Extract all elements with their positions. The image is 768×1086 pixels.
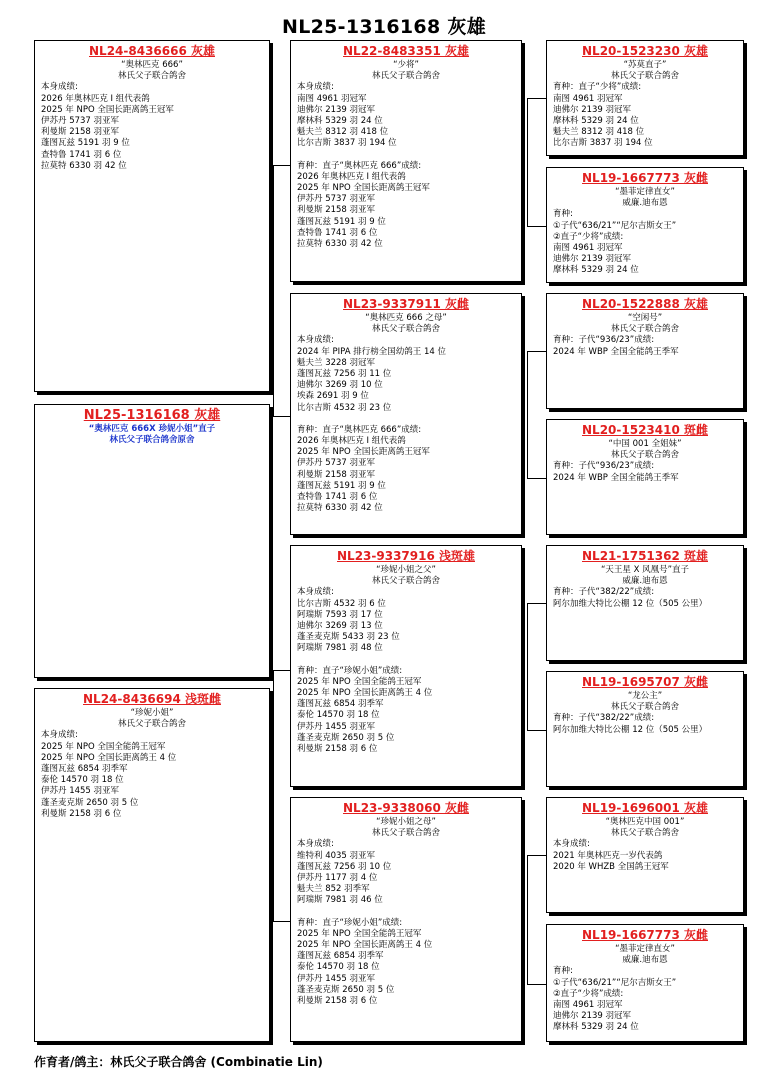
pigeon-name: “珍妮小姐之父”	[376, 565, 436, 575]
result-line: 2025 年 NPO 全国长距离鸽王冠军	[297, 183, 430, 194]
pigeon-name: “奥林匹克 666”	[121, 60, 183, 70]
result-line: 伊苏丹 5737 羽亚军	[41, 116, 120, 127]
result-line: 摩林科 5329 羽 24 位	[553, 265, 639, 276]
owner-name: 林氏父子联合鸽舍	[610, 702, 679, 713]
card-sire-sire-dam	[546, 167, 744, 283]
result-line: 2024 年 WBP 全国全能鸽王季军	[553, 346, 679, 357]
result-line: 迪佛尔 2139 羽冠军	[297, 104, 376, 115]
result-line: 迪佛尔 2139 羽冠军	[553, 254, 632, 265]
pigeon-name: “空闲号”	[627, 313, 663, 323]
result-line: 蓬图瓦兹 6854 羽季军	[41, 764, 128, 775]
card-sire-dam-dam	[546, 419, 744, 535]
card-sire-dam	[290, 293, 522, 535]
result-line: 摩林科 5329 羽 24 位	[553, 1022, 639, 1033]
result-line: 2025 年 NPO 全国全能鸽王冠军	[297, 676, 422, 687]
card-dam	[34, 688, 270, 1042]
owner-name: 林氏父子联合鸽舍	[371, 324, 440, 335]
pigeon-name: “珍妮小姐”	[130, 708, 174, 718]
ring-number: NL23-9337911 灰雌	[343, 297, 469, 311]
result-line: 维特利 4035 羽亚军	[297, 850, 376, 861]
ring-number: NL22-8483351 灰雄	[343, 44, 469, 58]
result-line: 本身成绩:	[297, 335, 334, 346]
card-sire-sire-sire	[546, 40, 744, 156]
result-line: 南图 4961 羽冠军	[553, 243, 623, 254]
result-line: 迪佛尔 3269 羽 10 位	[297, 380, 383, 391]
result-line: 蓬圣麦克斯 2650 羽 5 位	[297, 732, 395, 743]
result-line: 2024 年 PIPA 排行榜全国幼鸽王 14 位	[297, 346, 446, 357]
result-line: 2021 年奥林匹克一岁代表鸽	[553, 850, 663, 861]
result-line: 摩林科 5329 羽 24 位	[553, 116, 639, 127]
connector-sire	[273, 165, 291, 417]
result-line: 蓬图瓦兹 7256 羽 10 位	[297, 861, 392, 872]
result-line: 魁夫兰 852 羽季军	[297, 884, 370, 895]
result-line: 2025 年 NPO 全国长距离鸽王 4 位	[297, 688, 433, 699]
pigeon-name: “墨菲定律直女”	[615, 944, 675, 954]
result-line: 2025 年 NPO 全国长距离鸽王 4 位	[41, 752, 177, 763]
pigeon-name: “龙公主”	[627, 691, 663, 701]
card-dam-sire	[290, 545, 522, 787]
result-line: 比尔吉斯 4532 羽 6 位	[297, 598, 386, 609]
ring-number: NL20-1523410 斑雌	[582, 423, 708, 437]
result-line: 阿瑞斯 7981 羽 46 位	[297, 895, 383, 906]
breeder-footer: 作育者/鸽主：林氏父子联合鸽舍 (Combinatie Lin)	[34, 1055, 323, 1069]
ring-number: NL19-1695707 灰雌	[582, 675, 708, 689]
result-line: 比尔吉斯 3837 羽 194 位	[297, 138, 397, 149]
result-line: 迪佛尔 3269 羽 13 位	[297, 621, 383, 632]
result-line: 2026 年奥林匹克 I 组代表鸽	[41, 93, 150, 104]
result-line: 利曼斯 2158 羽 6 位	[41, 808, 122, 819]
ring-number: NL23-9338060 灰雌	[343, 801, 469, 815]
pigeon-name: “天王星 X 风凰号”直子	[600, 565, 690, 575]
result-line: 魁夫兰 8312 羽 418 位	[553, 127, 645, 138]
result-line: 2026 年奥林匹克 I 组代表鸽	[297, 436, 406, 447]
result-line: 伊苏丹 1455 羽亚军	[297, 721, 376, 732]
result-line: ②直子“少将”成绩:	[553, 231, 624, 242]
result-line: 利曼斯 2158 羽亚军	[297, 205, 376, 216]
ring-number: NL19-1667773 灰雌	[582, 171, 708, 185]
result-line: 拉莫特 6330 羽 42 位	[41, 160, 127, 171]
connector-dd	[527, 855, 547, 985]
result-line: 2024 年 WBP 全国全能鸽王季军	[553, 472, 679, 483]
result-line: 泰伦 14570 羽 18 位	[297, 962, 380, 973]
result-line: 蓬图瓦兹 6854 羽季军	[297, 699, 384, 710]
owner-name: 林氏父子联合鸽舍	[610, 324, 679, 335]
result-line: 2025 年 NPO 全国全能鸽王冠军	[297, 928, 422, 939]
ring-number: NL19-1696001 灰雄	[582, 801, 708, 815]
card-sire-sire	[290, 40, 522, 282]
pigeon-name: “少将”	[393, 60, 419, 70]
result-line: 2025 年 NPO 全国长距离鸽王冠军	[41, 104, 174, 115]
ring-number: NL20-1522888 灰雄	[582, 297, 708, 311]
card-subject	[34, 404, 270, 678]
result-line: 2025 年 NPO 全国长距离鸽王冠军	[297, 447, 430, 458]
result-line: 育种：子代“382/22”成绩:	[553, 587, 655, 598]
result-line: 拉莫特 6330 羽 42 位	[297, 239, 383, 250]
result-line: 泰伦 14570 羽 18 位	[41, 775, 124, 786]
result-line: 育种：直子“奥林匹克 666”成绩:	[297, 160, 422, 171]
result-line: 查特鲁 1741 羽 6 位	[297, 227, 378, 238]
result-line: 育种：直子“珍妮小姐”成绩:	[297, 665, 403, 676]
result-line: 南图 4961 羽冠军	[297, 93, 367, 104]
result-line: 2025 年 NPO 全国全能鸽王冠军	[41, 741, 166, 752]
result-line: 育种:	[553, 209, 573, 220]
result-line: 伊苏丹 1455 羽亚军	[297, 973, 376, 984]
result-line: 利曼斯 2158 羽 6 位	[297, 744, 378, 755]
connector-sd	[527, 351, 547, 479]
result-line: 查特鲁 1741 羽 6 位	[41, 149, 122, 160]
spacer	[297, 150, 515, 161]
owner-name: 林氏父子联合鸽舍	[117, 71, 186, 82]
result-line: 育种:	[553, 966, 573, 977]
result-line: 摩林科 5329 羽 24 位	[297, 116, 383, 127]
result-line: 阿尔加维大特比公棚 12 位（505 公里）	[553, 598, 708, 609]
card-sire-dam-sire	[546, 293, 744, 409]
ring-number: NL24-8436666 灰雄	[89, 44, 215, 58]
ring-number: NL24-8436694 浅斑雌	[83, 692, 221, 706]
spacer	[297, 414, 515, 425]
owner-name: 威廉.迪布恩	[622, 955, 668, 966]
result-line: 蓬图瓦兹 6854 羽季军	[297, 951, 384, 962]
result-line: 魁夫兰 8312 羽 418 位	[297, 127, 389, 138]
pigeon-name: “奥林匹克 666X 珍妮小姐”直子	[88, 424, 216, 434]
result-line: 育种：子代“936/23”成绩:	[553, 335, 655, 346]
result-line: 2026 年奥林匹克 I 组代表鸽	[297, 171, 406, 182]
pedigree-title: NL25-1316168 灰雄	[282, 16, 486, 38]
connector-ss	[527, 98, 547, 227]
result-line: 本身成绩:	[553, 839, 590, 850]
result-line: 泰伦 14570 羽 18 位	[297, 710, 380, 721]
result-line: 育种：直子“奥林匹克 666”成绩:	[297, 424, 422, 435]
ring-number: NL19-1667773 灰雌	[582, 928, 708, 942]
result-line: 南图 4961 羽冠军	[553, 93, 623, 104]
result-line: 本身成绩:	[297, 82, 334, 93]
result-line: 伊苏丹 1177 羽 4 位	[297, 873, 378, 884]
result-line: 蓬图瓦兹 7256 羽 11 位	[297, 369, 392, 380]
result-line: 蓬图瓦兹 5191 羽 9 位	[41, 138, 130, 149]
pigeon-name: “奥林匹克 666 之母”	[365, 313, 447, 323]
owner-name: 林氏父子联合鸽舍	[610, 828, 679, 839]
owner-name: 林氏父子联合鸽舍	[117, 719, 186, 730]
result-line: 本身成绩:	[297, 839, 334, 850]
card-dam-dam	[290, 797, 522, 1042]
result-line: 本身成绩:	[41, 730, 78, 741]
result-line: 本身成绩:	[41, 82, 78, 93]
result-line: 阿尔加维大特比公棚 12 位（505 公里）	[553, 724, 708, 735]
result-line: 阿瑞斯 7593 羽 17 位	[297, 609, 383, 620]
pigeon-name: “苏莫直子”	[623, 60, 667, 70]
result-line: 南图 4961 羽冠军	[553, 1000, 623, 1011]
card-dam-sire-dam	[546, 671, 744, 787]
result-line: 利曼斯 2158 羽亚军	[297, 469, 376, 480]
result-line: 拉莫特 6330 羽 42 位	[297, 503, 383, 514]
result-line: 蓬图瓦兹 5191 羽 9 位	[297, 216, 386, 227]
result-line: 查特鲁 1741 羽 6 位	[297, 492, 378, 503]
ring-number: NL20-1523230 灰雄	[582, 44, 708, 58]
pigeon-name: “墨菲定律直女”	[615, 187, 675, 197]
result-line: 2025 年 NPO 全国长距离鸽王 4 位	[297, 940, 433, 951]
owner-name: 威廉.迪布恩	[622, 576, 668, 587]
result-line: 伊苏丹 5737 羽亚军	[297, 458, 376, 469]
result-line: 蓬圣麦克斯 2650 羽 5 位	[297, 984, 395, 995]
result-line: 本身成绩:	[297, 587, 334, 598]
connector-ds	[527, 603, 547, 731]
owner-name: 林氏父子联合鸽舍	[371, 71, 440, 82]
connector-dam	[273, 670, 291, 922]
result-line: 育种：子代“382/22”成绩:	[553, 713, 655, 724]
pigeon-name: “中国 001 全姐妹”	[608, 439, 682, 449]
result-line: 2020 年 WHZB 全国鸽王冠军	[553, 861, 669, 872]
card-dam-dam-sire	[546, 797, 744, 913]
result-line: 迪佛尔 2139 羽冠军	[553, 104, 632, 115]
owner-name: 林氏父子联合鸽舍	[371, 828, 440, 839]
ring-number: NL23-9337916 浅斑雄	[337, 549, 475, 563]
result-line: 利曼斯 2158 羽亚军	[41, 127, 120, 138]
ring-number: NL25-1316168 灰雄	[83, 408, 221, 423]
spacer	[297, 655, 515, 666]
card-dam-dam-dam	[546, 924, 744, 1042]
result-line: 阿瑞斯 7981 羽 48 位	[297, 643, 383, 654]
result-line: 埃森 2691 羽 9 位	[297, 391, 369, 402]
pigeon-name: “珍妮小姐之母”	[376, 817, 436, 827]
result-line: 比尔吉斯 4532 羽 23 位	[297, 402, 392, 413]
result-line: 蓬图瓦兹 5191 羽 9 位	[297, 480, 386, 491]
card-dam-sire-sire	[546, 545, 744, 661]
result-line: ①子代“636/21”“尼尔吉斯女王”	[553, 977, 677, 988]
owner-name: 林氏父子联合鸽舍原舍	[109, 435, 195, 446]
result-line: ②直子“少将”成绩:	[553, 988, 624, 999]
owner-name: 威廉.迪布恩	[622, 198, 668, 209]
owner-name: 林氏父子联合鸽舍	[371, 576, 440, 587]
result-line: 育种：直子“少将”成绩:	[553, 82, 642, 93]
result-line: 伊苏丹 1455 羽亚军	[41, 786, 120, 797]
ring-number: NL21-1751362 斑雄	[582, 549, 708, 563]
result-line: 比尔吉斯 3837 羽 194 位	[553, 138, 653, 149]
result-line: 伊苏丹 5737 羽亚军	[297, 194, 376, 205]
owner-name: 林氏父子联合鸽舍	[610, 71, 679, 82]
result-line: 利曼斯 2158 羽 6 位	[297, 996, 378, 1007]
card-sire	[34, 40, 270, 392]
spacer	[297, 907, 515, 918]
result-line: 育种：直子“珍妮小姐”成绩:	[297, 917, 403, 928]
result-line: 育种：子代“936/23”成绩:	[553, 461, 655, 472]
result-line: ①子代“636/21”“尼尔吉斯女王”	[553, 220, 677, 231]
result-line: 迪佛尔 2139 羽冠军	[553, 1011, 632, 1022]
result-line: 蓬圣麦克斯 2650 羽 5 位	[41, 797, 139, 808]
owner-name: 林氏父子联合鸽舍	[610, 450, 679, 461]
result-line: 蓬圣麦克斯 5433 羽 23 位	[297, 632, 400, 643]
pigeon-name: “奥林匹克中国 001”	[605, 817, 685, 827]
result-line: 魁夫兰 3228 羽冠军	[297, 357, 376, 368]
